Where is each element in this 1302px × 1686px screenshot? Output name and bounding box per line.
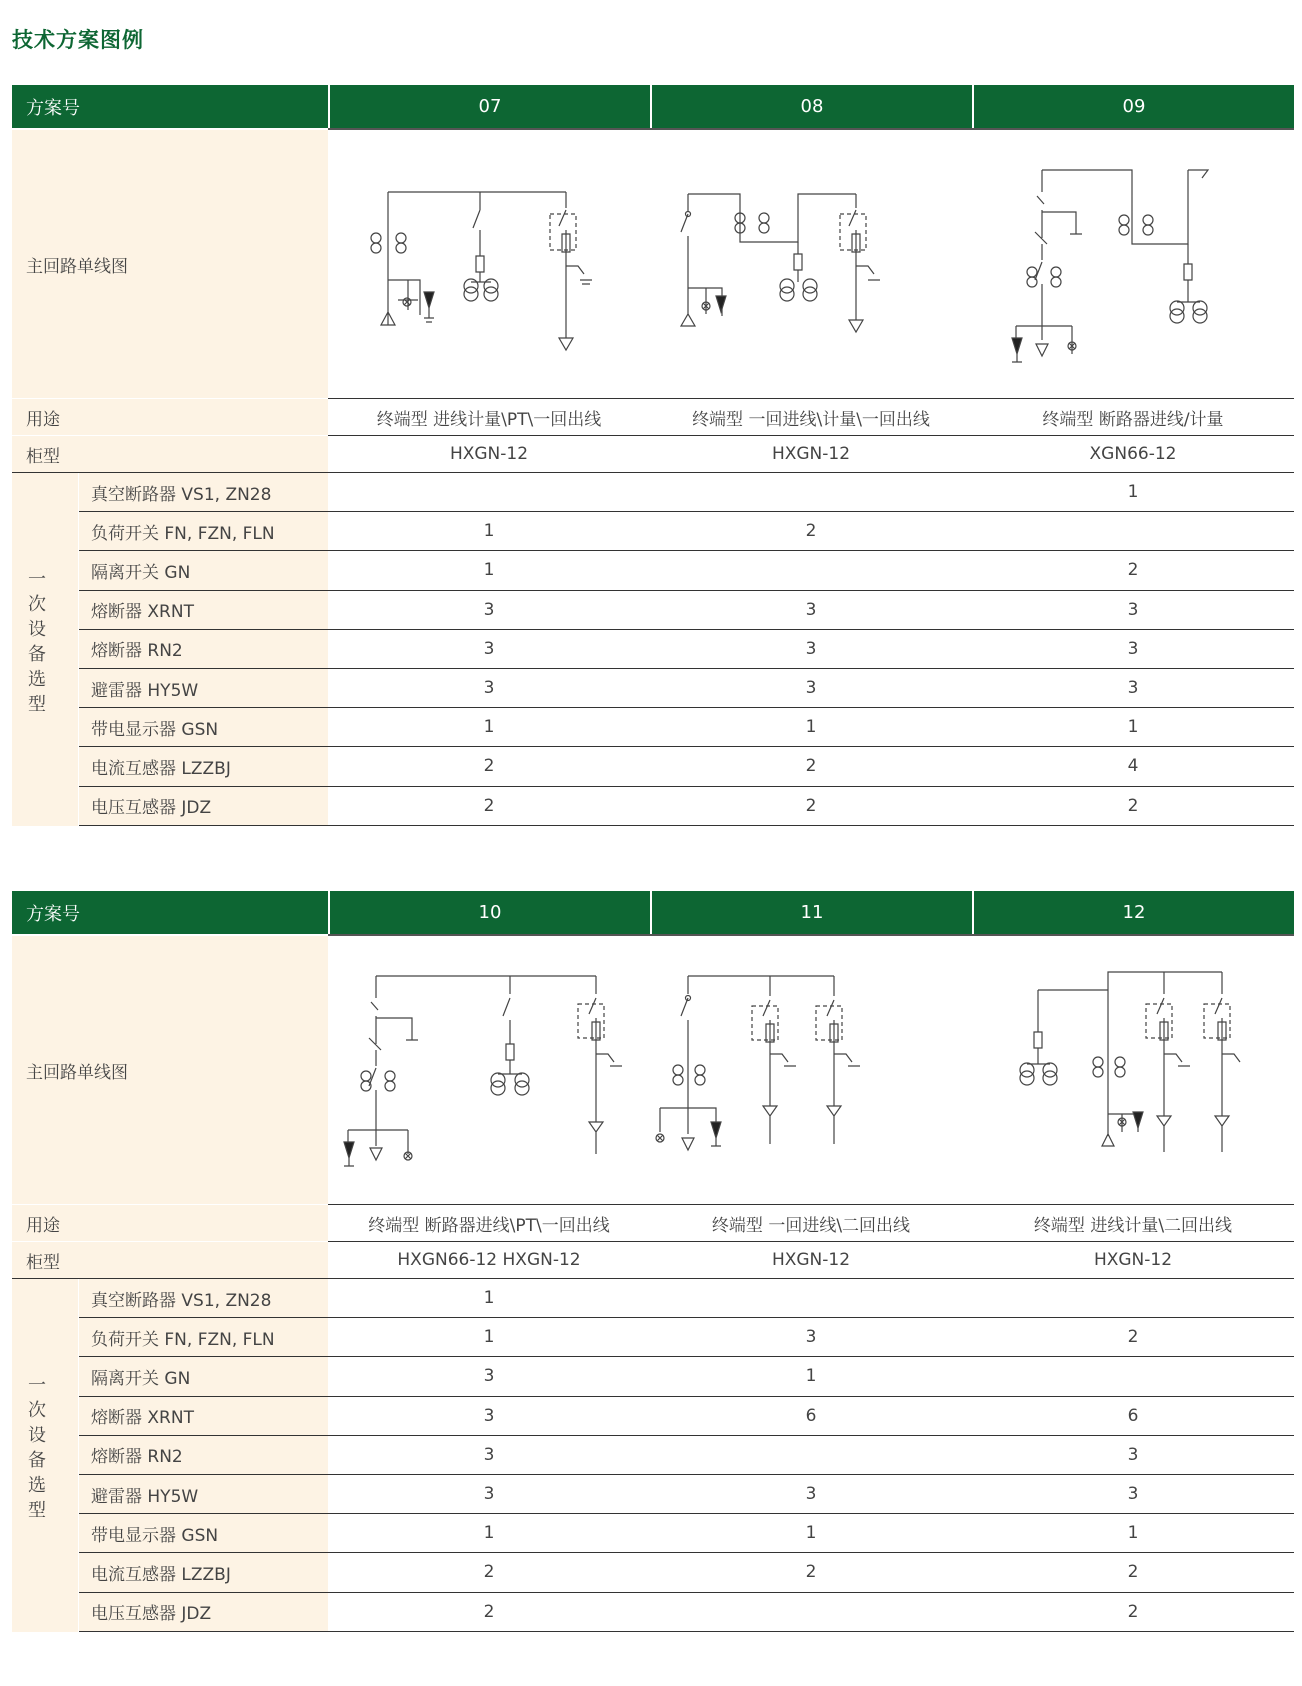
equipment-label: 电压互感器 JDZ — [79, 787, 328, 825]
usage-12: 终端型 进线计量\二回出线 — [1033, 1215, 1233, 1236]
equipment-side-column — [12, 473, 78, 826]
equipment-side-column — [12, 1279, 78, 1632]
single-line-diagram-10 — [328, 936, 650, 1204]
equipment-label: 隔离开关 GN — [79, 1357, 328, 1395]
usage-07: 终端型 进线计量\PT\一回出线 — [376, 409, 602, 430]
side-char: 型 — [28, 1500, 46, 1521]
equipment-qty-cell: 4 — [1127, 756, 1139, 777]
equipment-label: 隔离开关 GN — [79, 551, 328, 589]
equipment-qty-cell: 3 — [805, 678, 817, 699]
row-divider — [79, 1631, 1294, 1632]
diagram-row — [12, 130, 1294, 398]
equipment-qty-cell: 3 — [805, 599, 817, 620]
cabinet-07: HXGN-12 — [449, 444, 529, 464]
cabinet-label: 柜型 — [12, 1242, 328, 1278]
equipment-qty-cell: 1 — [483, 1327, 495, 1348]
side-char: 选 — [28, 669, 46, 690]
table-header — [12, 85, 1294, 128]
equipment-qty-cell: 2 — [483, 1601, 495, 1622]
equipment-qty-cell: 1 — [805, 717, 817, 738]
equipment-label: 避雷器 HY5W — [79, 669, 328, 707]
diagram-row — [12, 936, 1294, 1204]
equipment-qty-cell: 1 — [1127, 482, 1139, 503]
equipment-qty-cell — [972, 1357, 1294, 1395]
equipment-label: 带电显示器 GSN — [79, 708, 328, 746]
usage-label: 用途 — [12, 399, 328, 435]
equipment-label: 避雷器 HY5W — [79, 1475, 328, 1513]
equipment-qty-cell: 3 — [1127, 1484, 1139, 1505]
equipment-side-label — [12, 567, 62, 717]
equipment-qty-cell: 2 — [805, 1562, 817, 1583]
cabinet-label: 柜型 — [12, 436, 328, 472]
side-char: 设 — [28, 1425, 46, 1446]
equipment-qty-cell: 1 — [1127, 1523, 1139, 1544]
equipment-qty-cell: 3 — [1127, 599, 1139, 620]
side-char: 设 — [28, 619, 46, 640]
equipment-qty-cell: 2 — [1127, 795, 1139, 816]
page-title: 技术方案图例 — [12, 28, 144, 52]
side-char: 次 — [28, 594, 46, 615]
equipment-qty-cell: 3 — [483, 599, 495, 620]
equipment-qty-cell: 3 — [483, 1366, 495, 1387]
equipment-qty-cell — [650, 1279, 972, 1317]
row-divider — [79, 825, 1294, 826]
equipment-label: 电流互感器 LZZBJ — [79, 747, 328, 785]
scheme-no-label: 方案号 — [12, 85, 328, 128]
scheme-11-header: 11 — [650, 891, 972, 934]
equipment-qty-cell: 1 — [483, 560, 495, 581]
equipment-qty-cell — [328, 473, 650, 511]
usage-row — [12, 1205, 1294, 1241]
side-char: 一 — [28, 569, 46, 590]
equipment-label: 熔断器 RN2 — [79, 630, 328, 668]
equipment-qty-cell: 3 — [1127, 1444, 1139, 1465]
single-line-diagram-08 — [650, 130, 972, 398]
equipment-qty-cell: 2 — [483, 756, 495, 777]
equipment-qty-cell: 1 — [483, 521, 495, 542]
equipment-qty-cell: 1 — [805, 1366, 817, 1387]
equipment-label: 负荷开关 FN, FZN, FLN — [79, 1318, 328, 1356]
single-line-diagram-11 — [650, 936, 972, 1204]
equipment-qty-cell: 1 — [483, 717, 495, 738]
diagram-label: 主回路单线图 — [12, 130, 328, 398]
equipment-qty-cell: 2 — [1127, 1601, 1139, 1622]
equipment-qty-cell: 6 — [1127, 1405, 1139, 1426]
equipment-qty-cell — [650, 473, 972, 511]
side-char: 选 — [28, 1475, 46, 1496]
equipment-qty-cell: 2 — [805, 756, 817, 777]
equipment-side-label — [12, 1373, 62, 1523]
cabinet-12: HXGN-12 — [1093, 1250, 1173, 1270]
single-line-diagram-09 — [972, 130, 1294, 398]
cabinet-row — [12, 436, 1294, 472]
cabinet-row — [12, 1242, 1294, 1278]
equipment-label: 熔断器 XRNT — [79, 1397, 328, 1435]
usage-09: 终端型 断路器进线/计量 — [1042, 409, 1224, 430]
equipment-qty-cell: 2 — [483, 1562, 495, 1583]
equipment-qty-cell: 1 — [805, 1523, 817, 1544]
cabinet-08: HXGN-12 — [771, 444, 851, 464]
equipment-qty-cell — [650, 551, 972, 589]
usage-10: 终端型 断路器进线\PT\一回出线 — [368, 1215, 610, 1236]
side-char: 次 — [28, 1400, 46, 1421]
cabinet-09: XGN66-12 — [1089, 444, 1177, 464]
equipment-qty-cell: 2 — [805, 521, 817, 542]
equipment-label: 电压互感器 JDZ — [79, 1593, 328, 1631]
equipment-qty-cell — [650, 1436, 972, 1474]
equipment-qty-cell: 2 — [1127, 1327, 1139, 1348]
equipment-qty-cell: 3 — [483, 1444, 495, 1465]
equipment-qty-cell: 3 — [805, 638, 817, 659]
usage-08: 终端型 一回进线\计量\一回出线 — [692, 409, 930, 430]
equipment-qty-cell: 3 — [483, 638, 495, 659]
equipment-qty-cell: 2 — [805, 795, 817, 816]
equipment-qty-cell — [650, 1593, 972, 1631]
side-char: 型 — [28, 694, 46, 715]
equipment-label: 负荷开关 FN, FZN, FLN — [79, 512, 328, 550]
scheme-10-header: 10 — [328, 891, 650, 934]
single-line-diagram-07 — [328, 130, 650, 398]
scheme-09-header: 09 — [972, 85, 1294, 128]
scheme-07-header: 07 — [328, 85, 650, 128]
equipment-label: 熔断器 XRNT — [79, 591, 328, 629]
diagram-label: 主回路单线图 — [12, 936, 328, 1204]
equipment-qty-cell: 3 — [805, 1484, 817, 1505]
side-char: 备 — [28, 644, 46, 665]
equipment-qty-cell: 1 — [483, 1288, 495, 1309]
scheme-12-header: 12 — [972, 891, 1294, 934]
equipment-qty-cell — [972, 512, 1294, 550]
equipment-qty-cell: 1 — [483, 1523, 495, 1544]
equipment-qty-cell: 6 — [805, 1405, 817, 1426]
equipment-qty-cell: 2 — [1127, 1562, 1139, 1583]
scheme-no-label: 方案号 — [12, 891, 328, 934]
table-header — [12, 891, 1294, 934]
equipment-qty-cell: 3 — [805, 1327, 817, 1348]
equipment-qty-cell: 3 — [483, 678, 495, 699]
equipment-label: 熔断器 RN2 — [79, 1436, 328, 1474]
equipment-qty-cell: 3 — [1127, 638, 1139, 659]
single-line-diagram-12 — [972, 936, 1294, 1204]
usage-label: 用途 — [12, 1205, 328, 1241]
usage-11: 终端型 一回进线\二回出线 — [711, 1215, 911, 1236]
equipment-label: 真空断路器 VS1, ZN28 — [79, 1279, 328, 1317]
equipment-qty-cell: 1 — [1127, 717, 1139, 738]
scheme-08-header: 08 — [650, 85, 972, 128]
equipment-label: 电流互感器 LZZBJ — [79, 1553, 328, 1591]
equipment-label: 带电显示器 GSN — [79, 1514, 328, 1552]
cabinet-10: HXGN66-12 HXGN-12 — [397, 1250, 581, 1270]
equipment-qty-cell: 2 — [1127, 560, 1139, 581]
usage-row — [12, 399, 1294, 435]
side-char: 备 — [28, 1450, 46, 1471]
equipment-qty-cell — [972, 1279, 1294, 1317]
equipment-qty-cell: 3 — [483, 1484, 495, 1505]
cabinet-11: HXGN-12 — [771, 1250, 851, 1270]
equipment-qty-cell: 2 — [483, 795, 495, 816]
equipment-qty-cell: 3 — [483, 1405, 495, 1426]
equipment-qty-cell: 3 — [1127, 678, 1139, 699]
side-char: 一 — [28, 1375, 46, 1396]
equipment-label: 真空断路器 VS1, ZN28 — [79, 473, 328, 511]
